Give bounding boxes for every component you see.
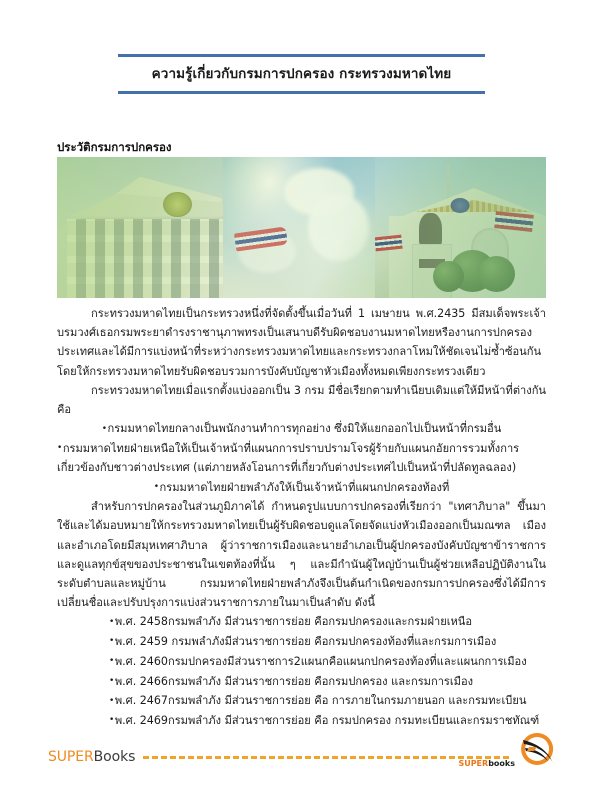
footer-wordmark — [48, 749, 135, 765]
footer-wordmark-super: SUPER — [48, 749, 94, 765]
building-emblem-icon — [163, 192, 192, 217]
topiary-bush — [433, 261, 464, 292]
royal-crest-icon — [451, 198, 470, 214]
building-facade — [67, 219, 223, 298]
banner-pane-classical-building — [375, 157, 546, 298]
sky-photo — [223, 157, 375, 298]
bullet-department-central: • กรมมหาดไทยกลางเป็นพนักงานทำการทุกอย่าง ซึ่งมิให้แยกออกไปเป็นหน้าที่กรมอื่น — [57, 419, 546, 439]
footer-logo-caption-super: SUPER — [458, 759, 489, 768]
list-item: • พ.ศ. 2466กรมพลำภัง มีส่วนราชการย่อย คือกรมปกครอง และกรมการเมือง — [57, 672, 546, 692]
ministry-building-photo — [57, 157, 223, 298]
superbooks-logo-icon — [515, 731, 559, 771]
header-rule-bottom — [118, 91, 485, 94]
year-history-list — [57, 612, 546, 730]
list-item: • พ.ศ. 2459 กรมพลำภังมีส่วนราชการย่อย คือกรมปกครองท้องที่และกรมการเมือง — [57, 632, 546, 652]
paragraph-provincial-administration: สำหรับการปกครองในส่วนภูมิภาคได้ กำหนดรูปแบบการปกครองที่เรียกว่า "เทศาภิบาล" ขึ้นมาใช้และได้มอบหมายให้กระทรวงมหาดไทยเป็นผู้รับผิดชอบดูแลโดยจัดแบ่งหัวเมืองออกเป็นมณฑล เมืองและอำเภอโดยมีสมุหเทศาภิบาล ผู้ว่าราชการเมืองและนายอำเภอเป็นผู้ปกครองบังคับบัญชาข้าราชการและดูแลทุกข์สุขของประชาชนในเขตท้องที่นั้น ๆ และมีกำนันผู้ใหญ่บ้านเป็นผู้ช่วยเหลือปฏิบัติงานในระดับตำบลและหมู่บ้าน กรมมหาดไทยฝ่ายพลำภังจึงเป็นต้นกำเนิดของกรมการปกครองซึ่งได้มีการเปลี่ยนชื่อและปรับปรุงการแบ่งส่วนราชการภายในมาเป็นลำดับ ดังนี้ — [57, 500, 546, 610]
bullet-department-north: • กรมมหาดไทยฝ่ายเหนือให้เป็นเจ้าหน้าที่แผนกการปราบปรามโจรผู้ร้ายกับแผนกอัยการรวมทั้งการเกี่ยวข้องกับชาวต่างประเทศ (แต่ภายหลังโอนการที่เกี่ยวกับต่างประเทศไปเป็นหน้าที่ปลัดทูลฉลอง) — [57, 439, 546, 478]
list-item: • พ.ศ. 2467กรมพลำภัง มีส่วนราชการย่อย คือ การภายในกรมภายนอก และกรมทะเบียน — [57, 691, 546, 711]
list-item: • พ.ศ. 2469กรมพลำภัง มีส่วนราชการย่อย คือ กรมปกครอง กรมทะเบียนและกรมราชทัณฑ์ — [57, 711, 546, 731]
banner-pane-sky — [223, 157, 375, 298]
document-header — [0, 54, 603, 94]
paragraph-history-founding: กระทรวงมหาดไทยเป็นกระทรวงหนึ่งที่จัดตั้งขึ้นเมื่อวันที่ 1 เมษายน พ.ศ.2435 มีสมเด็จพระเจ้าบรมวงศ์เธอกรมพระยาดำรงราชานุภาพทรงเป็นเสนาบดีรับผิดชอบงานมหาดไทยหรืองานการปกครองประเทศและได้มีการแบ่งหน้าที่ระหว่างกระทรวงมหาดไทยและกระทรวงกลาโหมให้ชัดเจนไม่ซ้ำซ้อนกันโดยให้กระทรวงมหาดไทยรับผิดชอบรวมการบังคับบัญชาหัวเมืองทั้งหมดเพียงกระทรวงเดียว — [57, 307, 546, 378]
page-title: ความรู้เกี่ยวกับกรมการปกครอง กระทรวงมหาดไทย — [151, 66, 452, 82]
building-window-grid — [67, 219, 223, 298]
footer-logo-caption — [458, 759, 515, 768]
statue-figure — [419, 213, 441, 247]
document-body — [57, 304, 546, 731]
document-footer — [0, 745, 603, 785]
cloud-shape — [308, 194, 369, 262]
footer-wordmark-books: Books — [93, 749, 136, 765]
list-item: • พ.ศ. 2460กรมปกครองมีส่วนราชการ2แผนกคือแผนกปกครองท้องที่และแผนกการเมือง — [57, 652, 546, 672]
thai-flag-icon — [375, 235, 403, 252]
list-item: • พ.ศ. 2458กรมพลำภัง มีส่วนราชการย่อย คือกรมปกครองและกรมฝ่ายเหนือ — [57, 612, 546, 632]
banner-image — [57, 157, 546, 298]
banner-pane-ministry-building — [57, 157, 223, 298]
section-heading: ประวัติกรมการปกครอง — [57, 140, 172, 154]
paragraph-three-departments: กระทรวงมหาดไทยเมื่อแรกตั้งแบ่งออกเป็น 3 กรม มีชื่อเรียกตามทำเนียบเดิมแต่ให้มีหน้าที่ต่างกัน คือ — [57, 383, 546, 417]
classical-building-photo — [375, 157, 546, 298]
bullet-department-palamphang: • กรมมหาดไทยฝ่ายพลำภังให้เป็นเจ้าหน้าที่แผนกปกครองท้องที่ — [57, 478, 546, 498]
footer-logo-caption-books: books — [488, 759, 515, 768]
footer-dashed-rule — [143, 756, 509, 759]
